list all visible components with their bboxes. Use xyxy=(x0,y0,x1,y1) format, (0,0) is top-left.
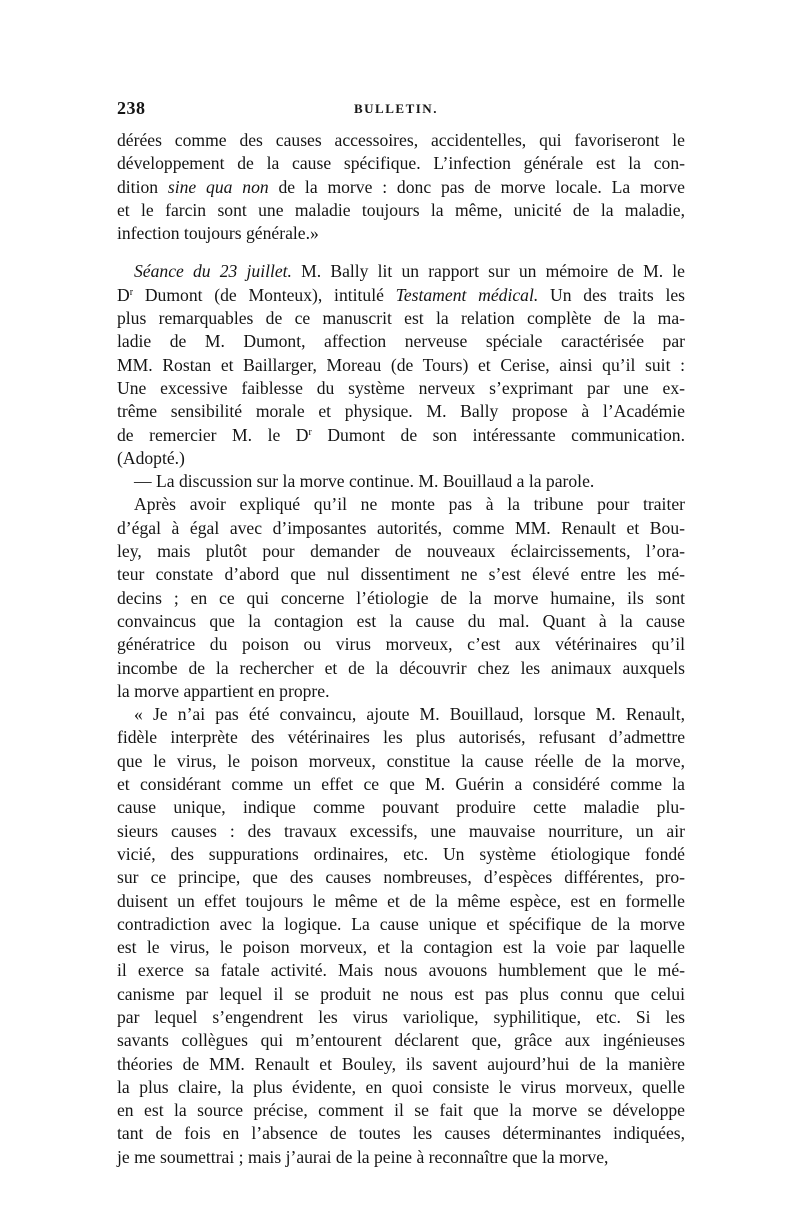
text-line: Une excessive faiblesse du système nerveux s’exprimant par une ex- xyxy=(117,377,685,398)
text-line: que le virus, le poison morveux, constitue la cause réelle de la morve, xyxy=(117,750,685,771)
running-head: BULLETIN. xyxy=(354,101,438,116)
text-line: dérées comme des causes accessoires, accidentelles, qui favoriseront le xyxy=(117,130,685,150)
paragraph xyxy=(117,703,685,1169)
text-line: plus remarquables de ce manuscrit est la relation complète de la ma- xyxy=(117,308,685,329)
text-line: — La discussion sur la morve continue. M. Bouillaud a la parole. xyxy=(134,471,595,492)
text-line: infection toujours générale.» xyxy=(117,223,319,244)
italic-text: Testament médical. xyxy=(395,284,539,305)
text-line: et considérant comme un effet ce que M. Guérin a considéré comme la xyxy=(117,774,685,795)
page-number: 238 xyxy=(117,98,146,118)
text-line: vicié, des suppurations ordinaires, etc. Un système étiologique fondé xyxy=(117,843,685,864)
text-line: développement de la cause spécifique. L’infection générale est la con- xyxy=(117,153,685,174)
text-line: trême sensibilité morale et physique. M. Bally propose à l’Académie xyxy=(117,401,685,422)
text-line: incombe de la rechercher et de la découvrir chez les animaux auxquels xyxy=(117,657,685,678)
text-line: sur ce principe, que des causes nombreuses, d’espèces différentes, pro- xyxy=(117,867,685,888)
paragraph-gap xyxy=(117,245,685,260)
text-line: (Adopté.) xyxy=(117,447,185,468)
text-line: en est la source précise, comment il se fait que la morve se développe xyxy=(117,1100,685,1121)
text-line: de remercier M. le $D^r$ Dumont de son intéressante communication. xyxy=(117,424,685,445)
page-header xyxy=(117,98,687,120)
text-line: contradiction avec la logique. La cause unique et spécifique de la morve xyxy=(117,913,685,934)
text-line: tant de fois en l’absence de toutes les causes déterminantes indiquées, xyxy=(117,1123,685,1144)
text-line: théories de MM. Renault et Bouley, ils savent aujourd’hui de la manière xyxy=(117,1053,685,1074)
text-line: cause unique, indique comme pouvant produire cette maladie plu- xyxy=(117,797,685,818)
text-line: teur constate d’abord que nul dissentiment ne s’est élevé entre les mé- xyxy=(117,564,685,585)
text-line: par lequel s’engendrent les virus variolique, syphilitique, etc. Si les xyxy=(117,1006,685,1027)
text-line: la morve appartient en propre. xyxy=(117,680,330,701)
text-line: dition sine qua non de la morve : donc pas de morve locale. La morve xyxy=(117,176,685,197)
text-line: canisme par lequel il se produit ne nous est pas plus connu que celui xyxy=(117,983,685,1004)
paragraph xyxy=(117,260,685,470)
text-line: la plus claire, la plus évidente, en quoi consiste le virus morveux, quelle xyxy=(117,1076,685,1097)
text-line: MM. Rostan et Baillarger, Moreau (de Tours) et Cerise, ainsi qu’il suit : xyxy=(117,354,685,375)
italic-text: sine qua non xyxy=(167,176,269,197)
text-line: et le farcin sont une maladie toujours la même, unicité de la maladie, xyxy=(117,199,685,220)
text-line: est le virus, le poison morveux, et la contagion est la voie par laquelle xyxy=(117,937,685,958)
text-line: Après avoir expliqué qu’il ne monte pas à la tribune pour traiter xyxy=(134,494,685,515)
text-line: savants collègues qui m’entourent déclarent que, grâce aux ingénieuses xyxy=(117,1030,685,1051)
text-line: Séance du 23 juillet. M. Bally lit un rapport sur un mémoire de M. le xyxy=(134,261,685,282)
text-line: ley, mais plutôt pour demander de nouveaux éclaircissements, l’ora- xyxy=(117,541,685,562)
text-line: il exerce sa fatale activité. Mais nous avouons humblement que le mé- xyxy=(117,960,685,981)
text-line: « Je n’ai pas été convaincu, ajoute M. Bouillaud, lorsque M. Renault, xyxy=(134,704,685,725)
text-line: je me soumettrai ; mais j’aurai de la peine à reconnaître que la morve, xyxy=(117,1146,609,1167)
text-line: duisent un effet toujours le même et de la même espèce, est en formelle xyxy=(117,890,685,911)
text-line: d’égal à égal avec d’imposantes autorités, comme MM. Renault et Bou- xyxy=(117,517,685,538)
text-line: convaincus que la contagion est la cause du mal. Quant à la cause xyxy=(117,610,685,631)
superscript: r xyxy=(129,286,134,298)
paragraph xyxy=(117,129,685,245)
paragraph xyxy=(117,493,685,703)
text-line: $D^r$ Dumont (de Monteux), intitulé Testament médical. Un des traits les xyxy=(117,284,685,305)
body-text xyxy=(117,129,685,1169)
italic-text: Séance du 23 juillet. xyxy=(134,261,292,282)
text-line: fidèle interprète des vétérinaires les plus autorisés, refusant d’admettre xyxy=(117,727,685,748)
text-line: génératrice du poison ou virus morveux, c’est aux vétérinaires qu’il xyxy=(117,634,685,655)
text-line: sieurs causes : des travaux excessifs, une mauvaise nourriture, un air xyxy=(117,820,685,841)
paragraph xyxy=(117,470,685,493)
text-line: decins ; en ce qui concerne l’étiologie de la morve humaine, ils sont xyxy=(117,587,685,608)
text-line: ladie de M. Dumont, affection nerveuse spéciale caractérisée par xyxy=(117,331,685,352)
superscript: r xyxy=(308,426,312,438)
